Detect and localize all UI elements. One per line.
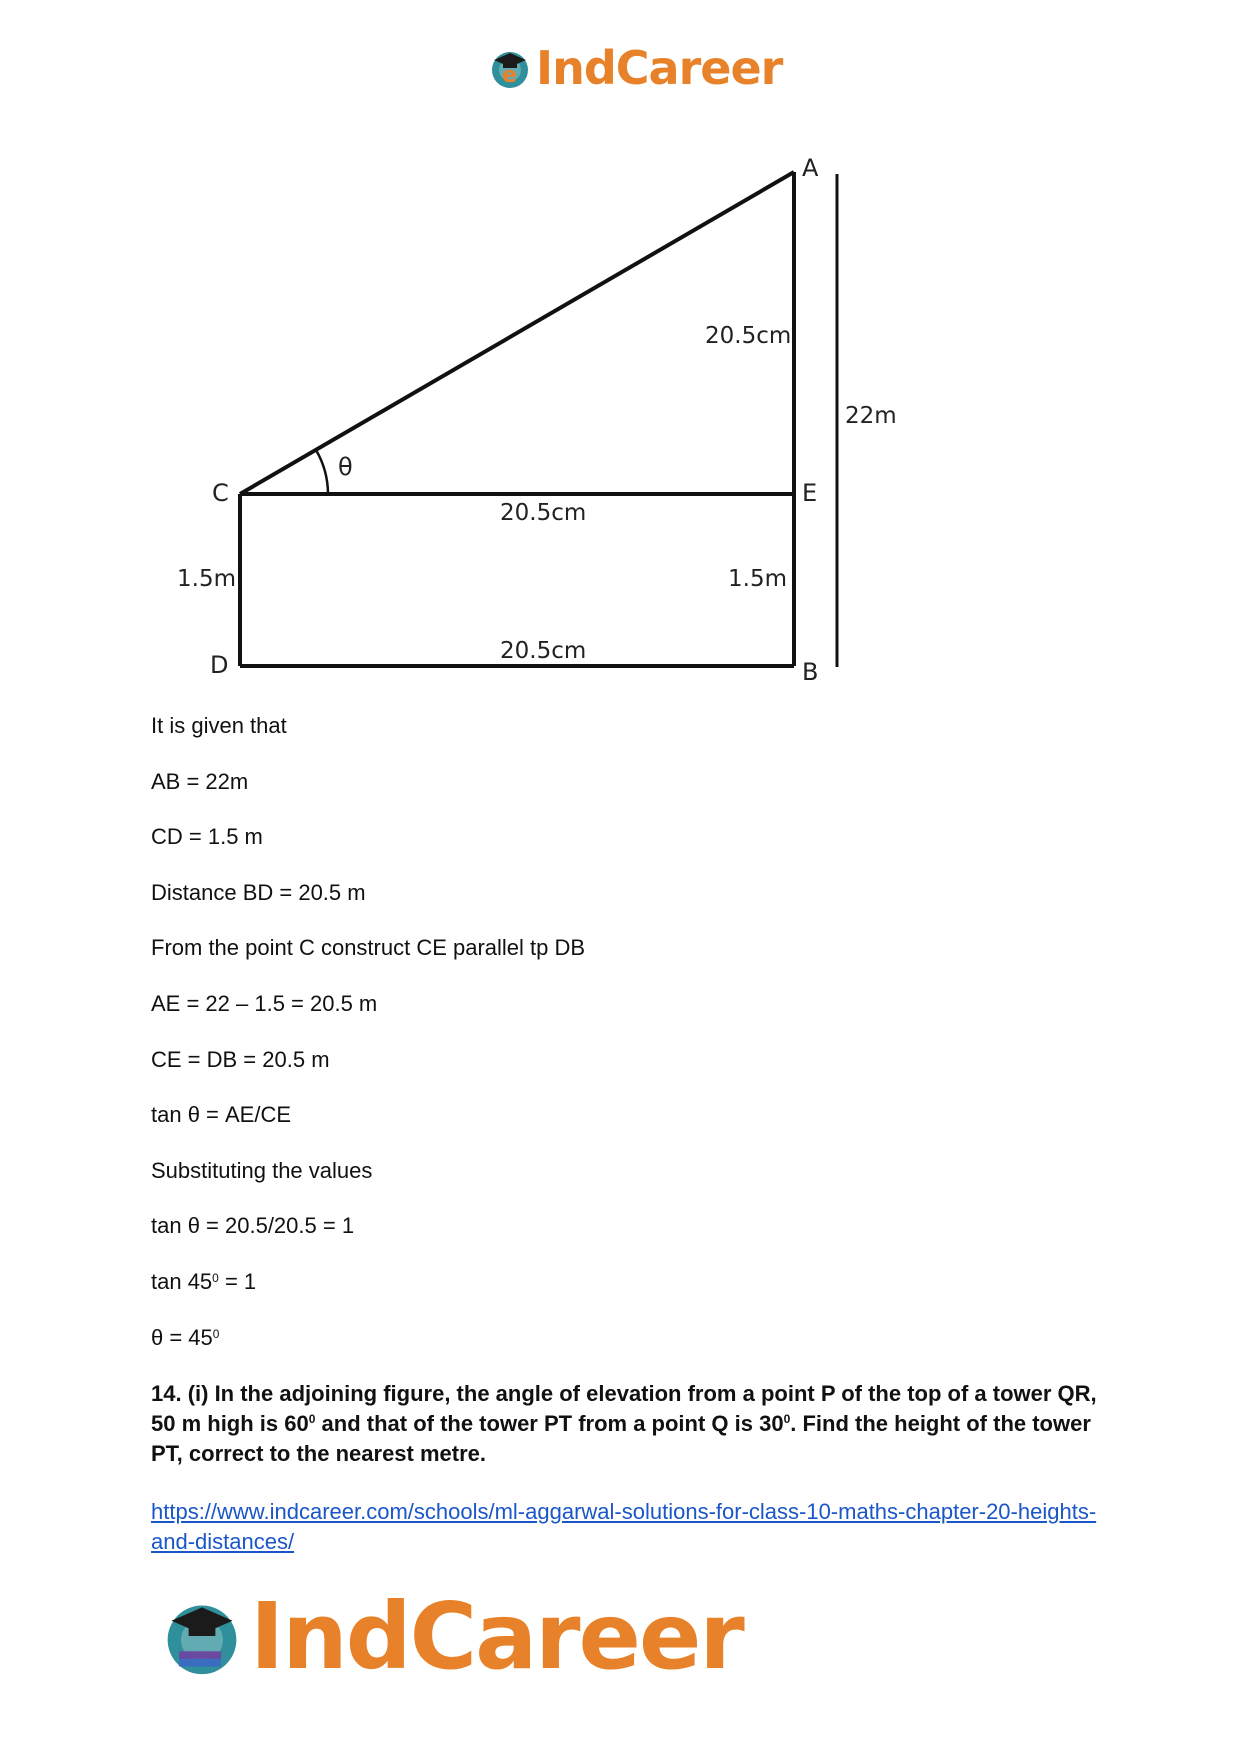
line-tan-formula: tan θ = AE/CE (151, 1102, 292, 1128)
line-substituting: Substituting the values (151, 1157, 373, 1183)
graduation-globe-icon (488, 46, 532, 90)
label-ce-length: 20.5cm (500, 500, 587, 526)
label-eb-length: 1.5m (728, 566, 787, 592)
label-ab-length: 22m (845, 403, 897, 429)
line-cd: CD = 1.5 m (151, 824, 263, 850)
label-ae-length: 20.5cm (705, 323, 792, 349)
line-construct: From the point C construct CE parallel tp DB (151, 935, 586, 961)
graduation-globe-icon (160, 1594, 244, 1678)
footer-logo-text: IndCareer (250, 1582, 743, 1690)
footer-logo (160, 1582, 743, 1690)
label-a: A (802, 154, 819, 182)
svg-text:e: e (502, 63, 517, 88)
question-14: 14. (i) In the adjoining figure, the angle of elevation from a point P of the top of a tower QR, 50 m high is $60^0$ and that of the tower PT from a point Q is $30^0$. Find the height of the tower PT, correct to the nearest metre. (151, 1381, 1097, 1467)
line-ae: AE = 22 – 1.5 = 20.5 m (151, 990, 378, 1016)
label-theta: θ (338, 453, 353, 481)
line-bd: Distance BD = 20.5 m (151, 879, 366, 905)
label-b: B (802, 658, 819, 685)
line-ab: AB = 22m (151, 768, 249, 794)
geometry-figure (160, 140, 920, 685)
line-given: It is given that (151, 713, 287, 738)
label-d: D (210, 651, 229, 679)
label-c: C (212, 479, 229, 507)
solution-content (151, 712, 1101, 1557)
theta-arc (316, 450, 328, 494)
header-logo (488, 40, 782, 96)
line-tan-value: tan θ = 20.5/20.5 = 1 (151, 1213, 355, 1239)
label-cd-length: 1.5m (177, 566, 236, 592)
label-db-length: 20.5cm (500, 638, 587, 664)
source-link[interactable]: https://www.indcareer.com/schools/ml-aggarwal-solutions-for-class-10-maths-chapter-20-heights-and-distances/ (151, 1499, 1097, 1555)
line-tan45: $\tan 45^0 = 1$ (151, 1268, 257, 1294)
header-logo-text: IndCareer (536, 41, 783, 95)
line-ce: CE = DB = 20.5 m (151, 1046, 330, 1072)
line-theta-result: $\theta = 45^0$ (151, 1324, 220, 1350)
label-e: E (802, 479, 818, 507)
